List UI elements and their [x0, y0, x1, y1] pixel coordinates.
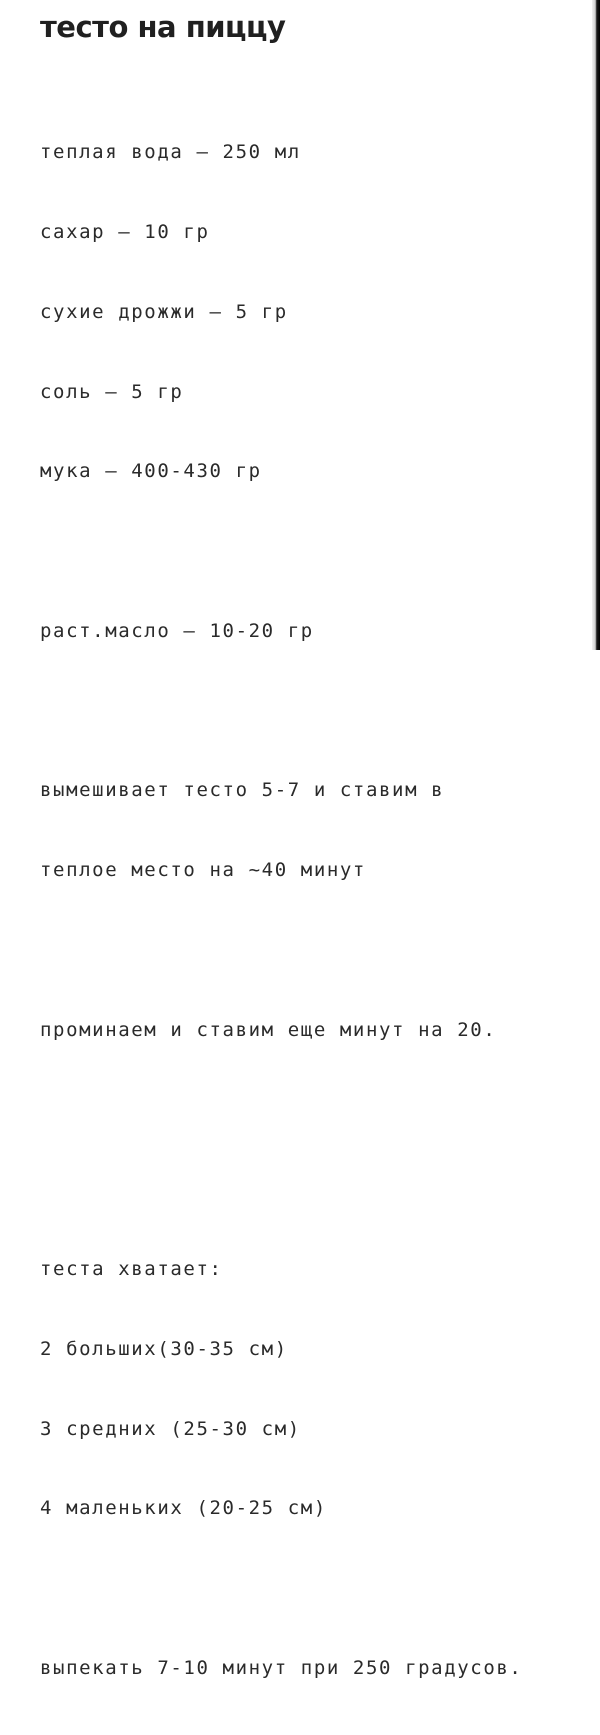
note-blank-line — [40, 937, 585, 964]
note-line: 2 больших(30-35 см) — [40, 1337, 288, 1360]
note-line: сухие дрожжи — 5 гр — [40, 300, 288, 323]
note-blank-line — [40, 1176, 585, 1203]
note-line: выпекать 7-10 минут при 250 градусов. — [40, 1657, 523, 1680]
note-line: теплая вода — 250 мл — [40, 141, 301, 164]
note-title: тесто на пиццу — [40, 10, 286, 44]
note-line: теста хватает: — [40, 1258, 223, 1281]
note-line: 4 маленьких (20-25 см) — [40, 1497, 327, 1520]
note-blank-line — [40, 1575, 585, 1602]
note-line: соль — 5 гр — [40, 380, 184, 403]
note-line: проминаем и ставим еще минут на 20. — [40, 1018, 497, 1041]
note-line: 3 средних (25-30 см) — [40, 1417, 301, 1440]
note-line: мука — 400-430 гр — [40, 460, 262, 483]
note-line: вымешивает тесто 5-7 и ставим в — [40, 779, 445, 802]
screen-edge — [592, 0, 600, 650]
note-line: раст.масло — 10-20 гр — [40, 619, 314, 642]
note-line: теплое место на ~40 минут — [40, 859, 366, 882]
note-blank-line — [40, 538, 585, 565]
note-line: сахар — 10 гр — [40, 220, 210, 243]
note-blank-line — [40, 698, 585, 725]
note-body[interactable] — [40, 86, 585, 1735]
note-blank-line — [40, 1097, 585, 1124]
